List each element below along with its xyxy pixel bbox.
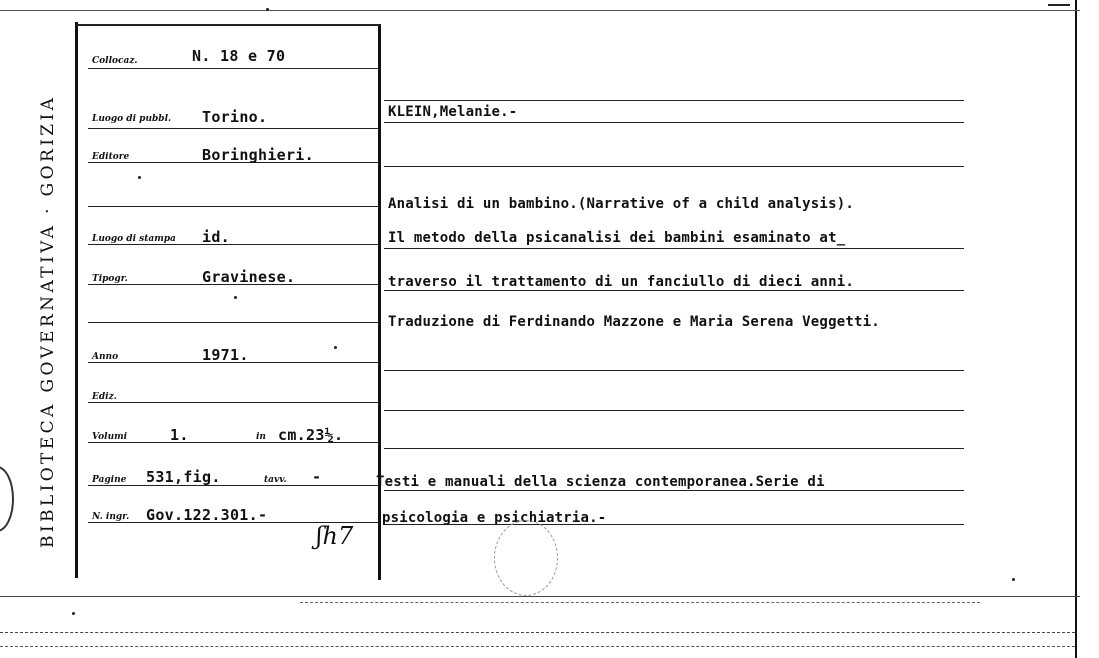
label-numero-ingresso: N. ingr. xyxy=(92,512,130,522)
row-rule-blank1 xyxy=(88,206,378,207)
label-anno: Anno xyxy=(92,352,119,362)
speck xyxy=(334,346,337,349)
entry-title: Analisi di un bambino.(Narrative of a child analysis). xyxy=(388,196,854,212)
center-divider-line xyxy=(378,24,381,580)
label-tavole: tavv. xyxy=(264,475,287,485)
speck xyxy=(1012,578,1015,581)
speck xyxy=(234,296,237,299)
entry-rule-3 xyxy=(384,166,964,167)
value-editore: Boringhieri. xyxy=(202,146,314,164)
value-formato: cm.23½. xyxy=(278,426,344,444)
row-rule-collocaz xyxy=(88,68,378,69)
row-rule-stampa xyxy=(88,244,378,245)
label-volumi: Volumi xyxy=(92,432,128,442)
left-border-line xyxy=(75,22,78,578)
handwritten-signature: ʃh7 xyxy=(316,522,354,550)
entry-rule-9 xyxy=(384,490,964,491)
bottom-dashed-rule-3 xyxy=(300,602,980,603)
label-editore: Editore xyxy=(92,152,130,162)
row-rule-pagine xyxy=(88,485,378,486)
top-left-rule xyxy=(76,24,381,26)
entry-rule-6 xyxy=(384,370,964,371)
entry-series-line-1: Testi e manuali della scienza contemporanea.Serie di xyxy=(376,474,825,490)
bottom-dashed-rule xyxy=(0,632,1075,633)
library-stamp xyxy=(494,520,558,596)
label-pagine: Pagine xyxy=(92,475,127,485)
label-collocazione: Collocaz. xyxy=(92,56,138,66)
entry-rule-1 xyxy=(384,100,964,101)
entry-note-line-2: traverso il trattamento di un fanciullo di dieci anni. xyxy=(388,274,854,290)
row-rule-edizione xyxy=(88,402,378,403)
label-formato: in xyxy=(256,432,266,442)
value-tavole: - xyxy=(312,468,322,486)
label-luogo-stampa: Luogo di stampa xyxy=(92,234,176,244)
entry-author: KLEIN,Melanie.- xyxy=(388,104,518,120)
bottom-dashed-rule-2 xyxy=(0,646,1075,647)
entry-rule-7 xyxy=(384,410,964,411)
right-edge-line xyxy=(1075,0,1077,658)
entry-series-line-2: psicologia e psichiatria.- xyxy=(382,510,607,526)
label-tipografia: Tipogr. xyxy=(92,274,128,284)
row-rule-luogo xyxy=(88,128,378,129)
entry-rule-4 xyxy=(384,248,964,249)
punch-hole xyxy=(0,466,14,532)
label-edizione: Ediz. xyxy=(92,392,117,402)
value-pagine: 531,fig. xyxy=(146,468,221,486)
speck xyxy=(266,8,269,11)
corner-mark xyxy=(1048,4,1070,6)
top-edge-line xyxy=(0,10,1080,11)
entry-note-line-1: Il metodo della psicanalisi dei bambini esaminato at_ xyxy=(388,230,846,246)
entry-translators: Traduzione di Ferdinando Mazzone e Maria Serena Veggetti. xyxy=(388,314,880,330)
value-collocazione: N. 18 e 70 xyxy=(192,47,286,65)
entry-rule-8 xyxy=(384,448,964,449)
entry-rule-5 xyxy=(384,290,964,291)
speck xyxy=(138,176,141,179)
value-luogo-pubblicazione: Torino. xyxy=(202,108,268,126)
row-rule-blank2 xyxy=(88,322,378,323)
value-tipografia: Gravinese. xyxy=(202,268,296,286)
entry-rule-2 xyxy=(384,122,964,123)
label-luogo-pubblicazione: Luogo di pubbl. xyxy=(92,114,172,124)
library-side-title: BIBLIOTECA GOVERNATIVA · GORIZIA xyxy=(38,94,58,548)
value-anno: 1971. xyxy=(202,346,249,364)
speck xyxy=(72,612,75,615)
bottom-rule xyxy=(0,596,1080,597)
value-luogo-stampa: id. xyxy=(202,228,230,246)
value-volumi: 1. xyxy=(170,426,189,444)
value-numero-ingresso: Gov.122.301.- xyxy=(146,506,268,524)
